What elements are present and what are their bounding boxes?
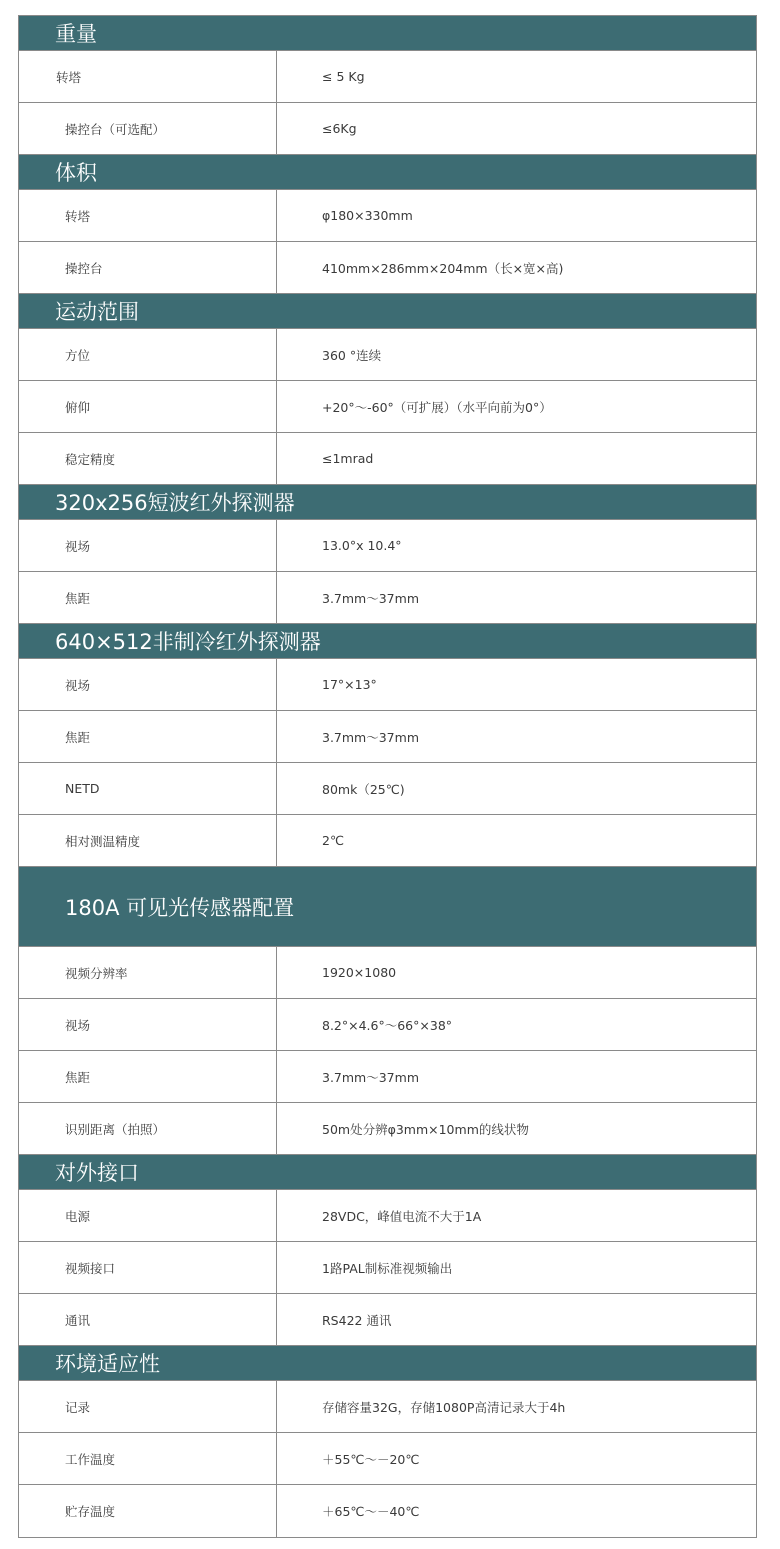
table-row xyxy=(19,1242,756,1294)
row-value: RS422 通讯 xyxy=(322,1312,392,1328)
table-row xyxy=(19,103,756,155)
row-label: 相对测温精度 xyxy=(19,815,277,866)
row-label: 贮存温度 xyxy=(19,1485,277,1537)
table-row xyxy=(19,947,756,999)
table-row xyxy=(19,815,756,867)
row-value: 1路PAL制标准视频输出 xyxy=(322,1260,453,1276)
row-value: ＋55℃～－20℃ xyxy=(322,1451,420,1467)
section-header-swir-detector: 320x256短波红外探测器 xyxy=(19,485,756,520)
row-value: 8.2°×4.6°～66°×38° xyxy=(322,1017,453,1033)
row-value: 80mk（25℃) xyxy=(322,781,405,797)
row-value: ≤1mrad xyxy=(322,451,374,466)
row-label: NETD xyxy=(19,763,277,814)
section-header-environment: 环境适应性 xyxy=(19,1346,756,1381)
table-row xyxy=(19,999,756,1051)
row-value: 3.7mm～37mm xyxy=(322,729,419,745)
section-header-volume: 体积 xyxy=(19,155,756,190)
section-header-motion-range: 运动范围 xyxy=(19,294,756,329)
row-label: 焦距 xyxy=(19,711,277,762)
table-row xyxy=(19,433,756,485)
row-value: 3.7mm～37mm xyxy=(322,590,419,606)
row-label: 方位 xyxy=(19,329,277,380)
table-row xyxy=(19,711,756,763)
table-row xyxy=(19,1294,756,1346)
row-label: 俯仰 xyxy=(19,381,277,432)
row-value: ≤6Kg xyxy=(322,121,357,136)
row-value: 存储容量32G，存储1080P高清记录大于4h xyxy=(322,1399,566,1415)
row-label: 视频接口 xyxy=(19,1242,277,1293)
row-label: 记录 xyxy=(19,1381,277,1432)
row-label: 视频分辨率 xyxy=(19,947,277,998)
table-row xyxy=(19,381,756,433)
table-row xyxy=(19,572,756,624)
row-label: 工作温度 xyxy=(19,1433,277,1484)
table-row xyxy=(19,329,756,381)
row-label: 操控台（可选配） xyxy=(19,103,277,154)
table-row xyxy=(19,1485,756,1537)
row-value: 17°×13° xyxy=(322,677,377,692)
table-row xyxy=(19,1103,756,1155)
table-row xyxy=(19,1381,756,1433)
row-label: 转塔 xyxy=(19,190,277,241)
section-header-external-interfaces: 对外接口 xyxy=(19,1155,756,1190)
row-value: +20°～-60°（可扩展）（水平向前为0°） xyxy=(322,399,552,415)
row-label: 视场 xyxy=(19,659,277,710)
row-label: 通讯 xyxy=(19,1294,277,1345)
table-row xyxy=(19,242,756,294)
row-label: 视场 xyxy=(19,520,277,571)
row-value: 13.0°x 10.4° xyxy=(322,538,402,553)
table-row xyxy=(19,520,756,572)
row-value: 50m处分辨φ3mm×10mm的线状物 xyxy=(322,1121,529,1137)
table-row xyxy=(19,190,756,242)
row-value: 2℃ xyxy=(322,833,344,848)
row-label: 操控台 xyxy=(19,242,277,293)
section-header-weight: 重量 xyxy=(19,16,756,51)
row-label: 转塔 xyxy=(19,51,277,102)
table-row xyxy=(19,1433,756,1485)
section-header-visible-sensor: 180A 可见光传感器配置 xyxy=(19,867,756,947)
row-value: ≤ 5 Kg xyxy=(322,69,365,84)
row-label: 焦距 xyxy=(19,572,277,623)
table-row xyxy=(19,1190,756,1242)
row-value: φ180×330mm xyxy=(322,208,413,223)
table-row xyxy=(19,659,756,711)
table-row xyxy=(19,763,756,815)
row-label: 稳定精度 xyxy=(19,433,277,484)
row-value: 360 °连续 xyxy=(322,347,382,363)
row-value: 3.7mm～37mm xyxy=(322,1069,419,1085)
row-label: 电源 xyxy=(19,1190,277,1241)
row-label: 焦距 xyxy=(19,1051,277,1102)
row-label: 视场 xyxy=(19,999,277,1050)
row-label: 识别距离（拍照） xyxy=(19,1103,277,1154)
table-row xyxy=(19,51,756,103)
table-row xyxy=(19,1051,756,1103)
spec-table xyxy=(18,15,757,1538)
row-value: 1920×1080 xyxy=(322,965,397,980)
row-value: 28VDC，峰值电流不大于1A xyxy=(322,1208,482,1224)
row-value: ＋65℃～－40℃ xyxy=(322,1504,420,1519)
row-value: 410mm×286mm×204mm（长×宽×高) xyxy=(322,260,564,276)
section-header-uncooled-ir-detector: 640×512非制冷红外探测器 xyxy=(19,624,756,659)
